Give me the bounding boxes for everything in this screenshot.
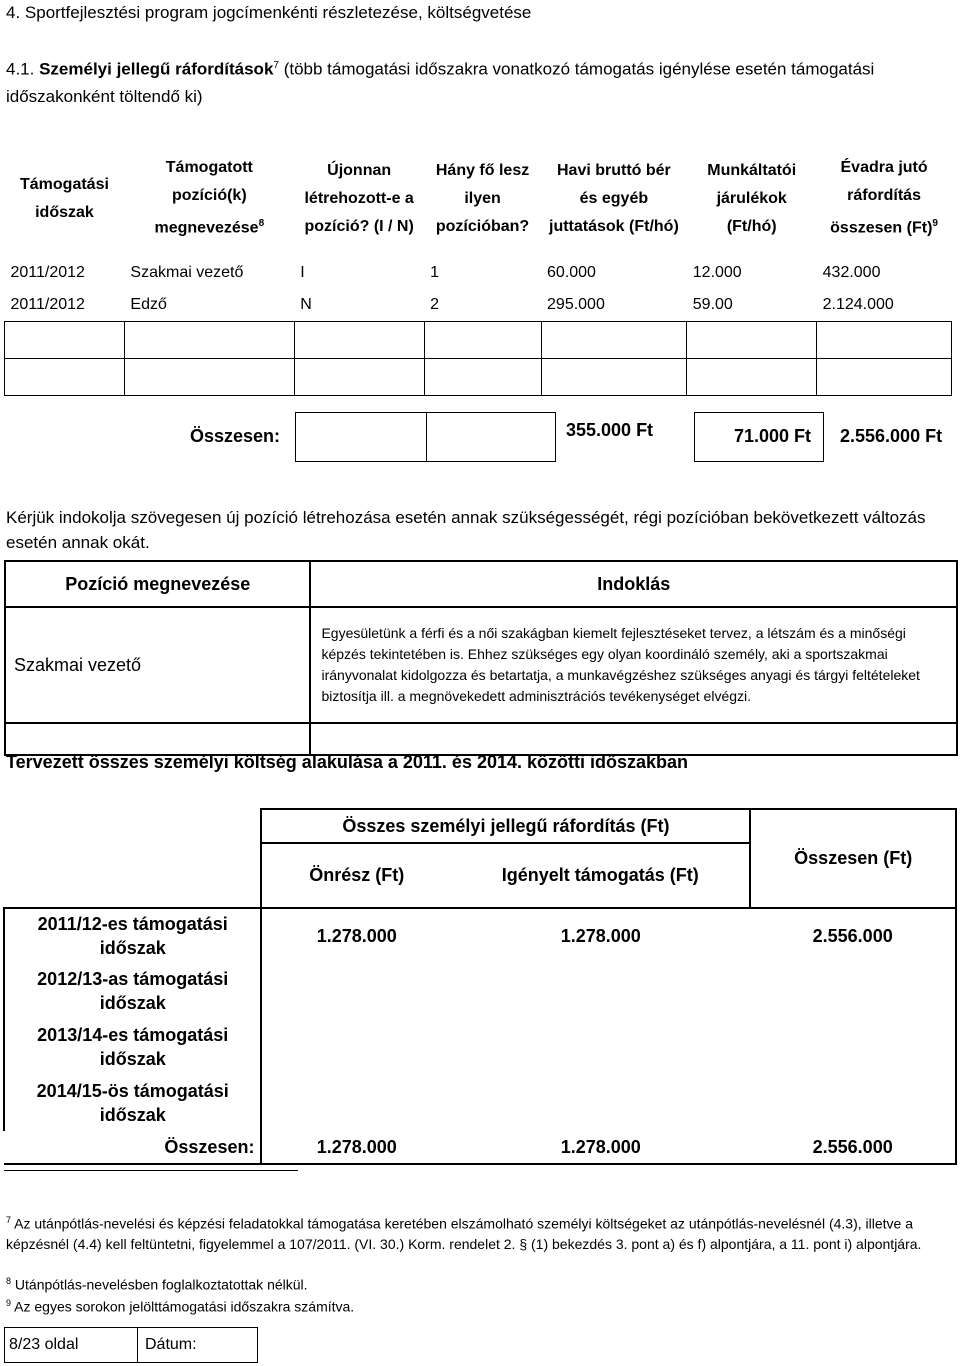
justification-position: Szakmai vezető [5, 607, 310, 723]
cell-annual: 2.124.000 [822, 296, 894, 313]
period-label: 2011/12-es támogatási időszak [4, 908, 261, 963]
cell-gross: 295.000 [547, 296, 605, 313]
cell-new: N [300, 296, 312, 313]
table-row [4, 1075, 956, 1131]
justification-header-row [5, 561, 957, 607]
header-gross: Havi bruttó bér és egyéb juttatások (Ft/hó) [549, 161, 679, 235]
cell-contrib: 12.000 [692, 264, 742, 281]
cell-annual: 432.000 [822, 264, 881, 281]
header-requested: Igényelt támogatás (Ft) [451, 843, 750, 908]
empty-row [5, 322, 952, 359]
page-box-divider [137, 1328, 138, 1362]
header-reason: Indoklás [310, 561, 957, 607]
header-new: Újonnan létrehozott-e a pozíció? (I / N) [304, 161, 414, 235]
header-period: Támogatási időszak [20, 175, 109, 221]
total-total: 2.556.000 [750, 1131, 956, 1164]
header-count: Hány fő lesz ilyen pozícióban? [435, 161, 530, 235]
header-position: Támogatott pozíció(k) megnevezése$^8$ [154, 159, 265, 237]
footnote-9: $^9$ Az egyes sorokon jelölttámogatási időszakra számítva. [6, 1298, 355, 1315]
total-gross: 355.000 Ft [566, 420, 654, 440]
subsection-title-bold: Személyi jellegű ráfordítások [39, 59, 274, 79]
header-contrib: Munkáltatói járulékok (Ft/hó) [707, 161, 797, 235]
cell-new: I [300, 264, 305, 281]
table-row [5, 289, 952, 322]
period-label: 2014/15-ös támogatási időszak [4, 1075, 261, 1131]
subsection-number: 4.1. [6, 59, 35, 79]
footnote-ref: 7 [273, 60, 279, 71]
total-requested: 1.278.000 [451, 1131, 750, 1164]
personnel-header-row [5, 140, 952, 257]
cell-count: 1 [430, 264, 439, 281]
subsection-title [6, 52, 946, 110]
footnote-8: $^8$ Utánpótlás-nevelésben foglalkoztatottak nélkül. [6, 1276, 308, 1293]
justification-table [4, 560, 958, 756]
period-label: 2013/14-es támogatási időszak [4, 1019, 261, 1075]
subsection-title-rest: (több támogatási időszakra vonatkozó támogatás igénylése esetén támogatási időszakonként töltendő ki) [6, 59, 875, 106]
total-annual: 2.556.000 Ft [840, 426, 943, 446]
total-box-count [426, 412, 556, 462]
header-total: Összesen (Ft) [750, 809, 956, 908]
table-row [5, 257, 952, 289]
cell-requested: 1.278.000 [560, 925, 641, 946]
total-label: Összesen: [190, 426, 281, 446]
planned-header-row-1 [4, 809, 956, 843]
cell-period: 2011/2012 [10, 264, 85, 281]
total-own: 1.278.000 [261, 1131, 451, 1164]
header-position-name: Pozíció megnevezése [5, 561, 310, 607]
table-row [5, 607, 957, 723]
header-own: Önrész (Ft) [261, 843, 451, 908]
header-annual: Évadra jutó ráfordítás összesen $(Ft)^9$ [830, 159, 938, 237]
cell-gross: 60.000 [547, 264, 596, 281]
cell-position: Szakmai vezető [130, 264, 244, 281]
page-info-box [4, 1327, 258, 1363]
justification-note: Kérjük indokolja szövegesen új pozíció létrehozása esetén annak szükségességét, régi pozícióban bekövetkezett változás esetén annak okát. [6, 508, 926, 552]
empty-row [5, 723, 957, 755]
cell-position: Edző [130, 296, 167, 313]
table-row [4, 1019, 956, 1075]
planned-total-row [4, 1131, 956, 1164]
cell-own: 1.278.000 [316, 925, 397, 946]
section-title: 4. Sportfejlesztési program jogcímenkénti részletezése, költségvetése [6, 3, 532, 22]
personnel-totals [0, 400, 960, 462]
table-row [4, 908, 956, 963]
date-label: Dátum: [145, 1336, 197, 1353]
cell-total: 2.556.000 [750, 908, 956, 963]
period-label: 2012/13-as támogatási időszak [4, 963, 261, 1019]
planned-costs-table [3, 808, 957, 1165]
cell-period: 2011/2012 [10, 296, 85, 313]
footnote-7: $^7$ Az utánpótlás-nevelési és képzési feladatokkal támogatása keretében elszámolható személyi költségeket az utánpótlás-nevelésnél (4.3), illetve a képzésnél (4.4) kell feltüntetni, figyelemmel a 107/2011. (VI. 30.) Korm. rendelet 2. § (1) bekezdés 3. pont a) és f) alpontjára, a 11. pont i) alpontjára. [6, 1215, 922, 1252]
header-group: Összes személyi jellegű ráfordítás (Ft) [261, 809, 750, 843]
total-box-new [295, 412, 427, 462]
page-number: 8/23 oldal [9, 1336, 79, 1353]
footnote-divider [4, 1170, 298, 1171]
personnel-table [4, 140, 952, 396]
justification-reason: Egyesületünk a férfi és a női szakágban kiemelt fejlesztéseket tervez, a létszám és a minőségi képzés tekintetében is. Ehhez szükséges egy olyan koordináló személy, aki a sportszakmai irányvonalat kidolgozza és betartatja, a munkavégzéshez szükséges anyagi és tárgyi feltételeket biztosítja ill. a megnövekedett adminisztrációs tevékenységet elvégzi. [310, 607, 957, 723]
empty-row [5, 359, 952, 396]
planned-costs-title: Tervezett összes személyi költség alakulása a 2011. és 2014. közötti időszakban [6, 752, 689, 772]
table-row [4, 963, 956, 1019]
planned-total-label: Összesen: [4, 1131, 261, 1164]
cell-count: 2 [430, 296, 439, 313]
total-contrib: 71.000 Ft [734, 426, 812, 446]
cell-contrib: 59.00 [692, 296, 733, 313]
